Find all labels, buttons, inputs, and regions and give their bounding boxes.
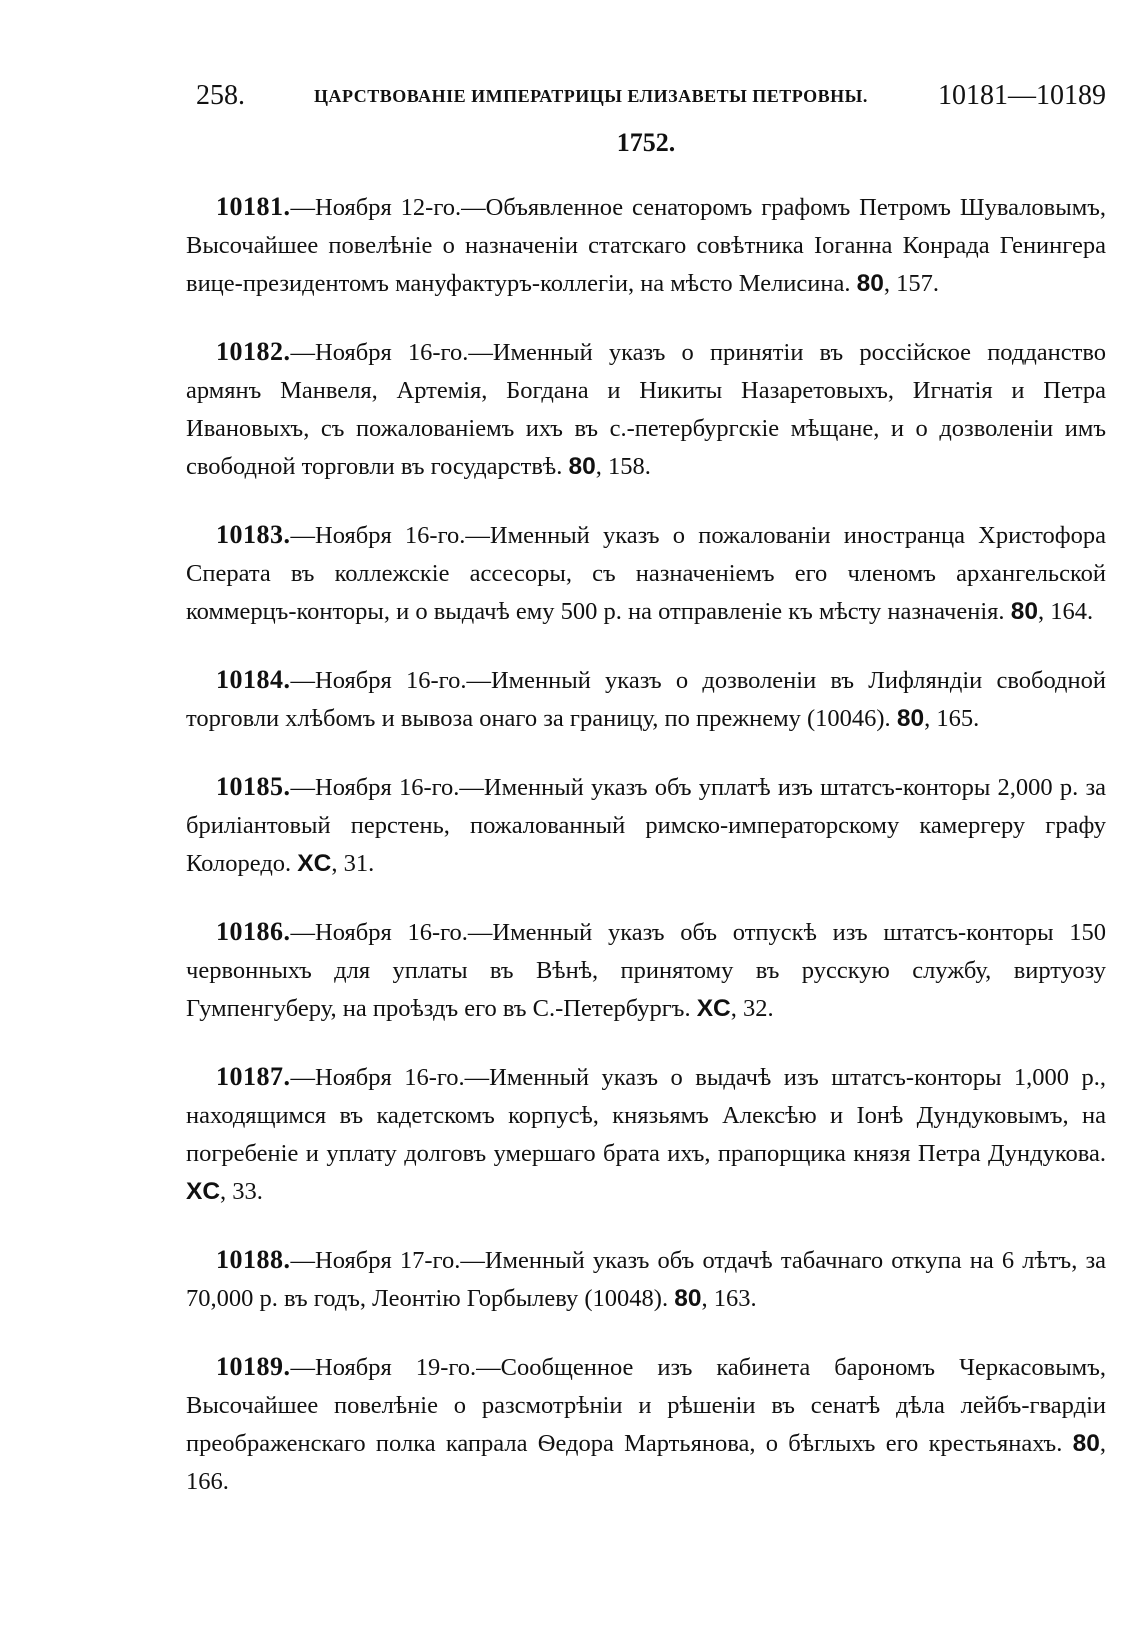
entry-source-page: , 166. bbox=[186, 1430, 1106, 1495]
entry-source-page: , 31. bbox=[331, 850, 375, 877]
entry-text: —Ноября 12-го.—Объявленное сенаторомъ графомъ Петромъ Шуваловымъ, Высочайшее повелѣніе о назначеніи статскаго совѣтника Іоганна Конрада Генингера вице-президентомъ мануфактуръ-коллегіи, на мѣсто Мелисина. bbox=[186, 194, 1106, 297]
entry-text: —Ноября 17-го.—Именный указъ объ отдачѣ табачнаго откупа на 6 лѣтъ, за 70,000 р. въ годъ, Леонтію Горбылеву (10048). bbox=[186, 1247, 1106, 1312]
entry-source-ref: XC bbox=[186, 1178, 221, 1205]
entry-text: —Ноября 16-го.—Именный указъ объ отпускѣ изъ штатсъ-конторы 150 червонныхъ для уплаты въ Вѣнѣ, принятому въ русскую службу, виртуозу Гумпенгуберу, на проѣздъ его въ С.-Петербургъ. bbox=[186, 919, 1106, 1022]
entry-10189 bbox=[186, 1348, 1106, 1501]
entry-source-page: , 157. bbox=[883, 270, 940, 297]
entry-range: 10181—10189 bbox=[938, 80, 1106, 111]
entry-source-ref: 80 bbox=[1072, 1430, 1100, 1457]
entry-10184 bbox=[186, 661, 1106, 738]
year-heading: 1752. bbox=[616, 128, 676, 157]
entry-source-page: , 165. bbox=[924, 705, 980, 732]
entry-source-ref: 80 bbox=[856, 270, 884, 297]
entry-source-page: , 164. bbox=[1037, 598, 1094, 625]
entry-source-ref: XC bbox=[696, 995, 731, 1022]
entry-number: 10188 . bbox=[216, 1245, 291, 1274]
entry-number: 10181 . bbox=[216, 192, 291, 221]
entry-text: —Ноября 16-го.—Именный указъ о дозволеніи въ Лифляндіи свободной торговли хлѣбомъ и вывоза онаго за границу, по прежнему (10046). bbox=[186, 667, 1106, 732]
entry-number: 10184 . bbox=[216, 665, 291, 694]
entry-source-page: , 33. bbox=[220, 1178, 263, 1205]
entry-text: —Ноября 16-го.—Именный указъ о выдачѣ изъ штатсъ-конторы 1,000 р., находящимся въ кадетскомъ корпусѣ, князьямъ Алексѣю и Іонѣ Дундуковымъ, на погребеніе и уплату долговъ умершаго брата ихъ, прапорщика князя Петра Дундукова. bbox=[186, 1064, 1106, 1167]
entry-number: 10186 . bbox=[216, 917, 291, 946]
entry-source-ref: 80 bbox=[1010, 598, 1038, 625]
entry-source-ref: 80 bbox=[896, 705, 925, 732]
entry-number: 10182 . bbox=[216, 337, 291, 366]
running-title: ЦАРСТВОВАНІЕ ИМПЕРАТРИЦЫ ЕЛИЗАВЕТЫ ПЕТРОВНЫ. bbox=[314, 86, 868, 106]
entry-text: —Ноября 19-го.—Сообщенное изъ кабинета барономъ Черкасовымъ, Высочайшее повелѣніе о разсмотрѣніи и рѣшеніи въ сенатѣ дѣла лейбъ-гвардіи преображенскаго полка капрала Ѳедора Мартьянова, о бѣглыхъ его крестьянахъ. bbox=[186, 1354, 1106, 1457]
entry-text: —Ноября 16-го.—Именный указъ о принятіи въ россійское подданство армянъ Манвеля, Артемія, Богдана и Никиты Назаретовыхъ, Игнатія и Петра Ивановыхъ, съ пожалованіемъ ихъ въ с.-петербургскіе мѣщане, и о дозволеніи имъ свободной торговли въ государствѣ. bbox=[186, 339, 1106, 480]
entry-source-page: , 158. bbox=[595, 453, 651, 480]
entry-10187 bbox=[186, 1058, 1106, 1211]
entry-10183 bbox=[186, 516, 1106, 631]
entry-number: 10187 . bbox=[216, 1062, 291, 1091]
page-header bbox=[186, 80, 1106, 120]
entry-10181 bbox=[186, 188, 1106, 303]
entry-source-ref: 80 bbox=[568, 453, 596, 480]
entry-source-ref: XC bbox=[297, 850, 332, 877]
entry-number: 10189 . bbox=[216, 1352, 291, 1381]
entry-source-page: , 32. bbox=[730, 995, 774, 1022]
document-page bbox=[186, 80, 1106, 1531]
entry-10185 bbox=[186, 768, 1106, 883]
entry-source-ref: 80 bbox=[674, 1285, 702, 1312]
entry-text: —Ноября 16-го.—Именный указъ объ уплатѣ изъ штатсъ-конторы 2,000 р. за бриліантовый перстень, пожалованный римско-императорскому камергеру графу Колоредо. bbox=[186, 774, 1106, 877]
entry-source-page: , 163. bbox=[701, 1285, 757, 1312]
page-number: 258. bbox=[196, 80, 245, 111]
entry-10182 bbox=[186, 333, 1106, 486]
entry-text: —Ноября 16-го.—Именный указъ о пожалованіи иностранца Христофора Сперата въ коллежскіе ассесоры, съ назначеніемъ его членомъ архангельской коммерцъ-конторы, и о выдачѣ ему 500 р. на отправленіе къ мѣсту назначенія. bbox=[186, 522, 1106, 625]
entry-10188 bbox=[186, 1241, 1106, 1318]
entry-10186 bbox=[186, 913, 1106, 1028]
entry-number: 10183 . bbox=[216, 520, 291, 549]
entry-number: 10185 . bbox=[216, 772, 291, 801]
